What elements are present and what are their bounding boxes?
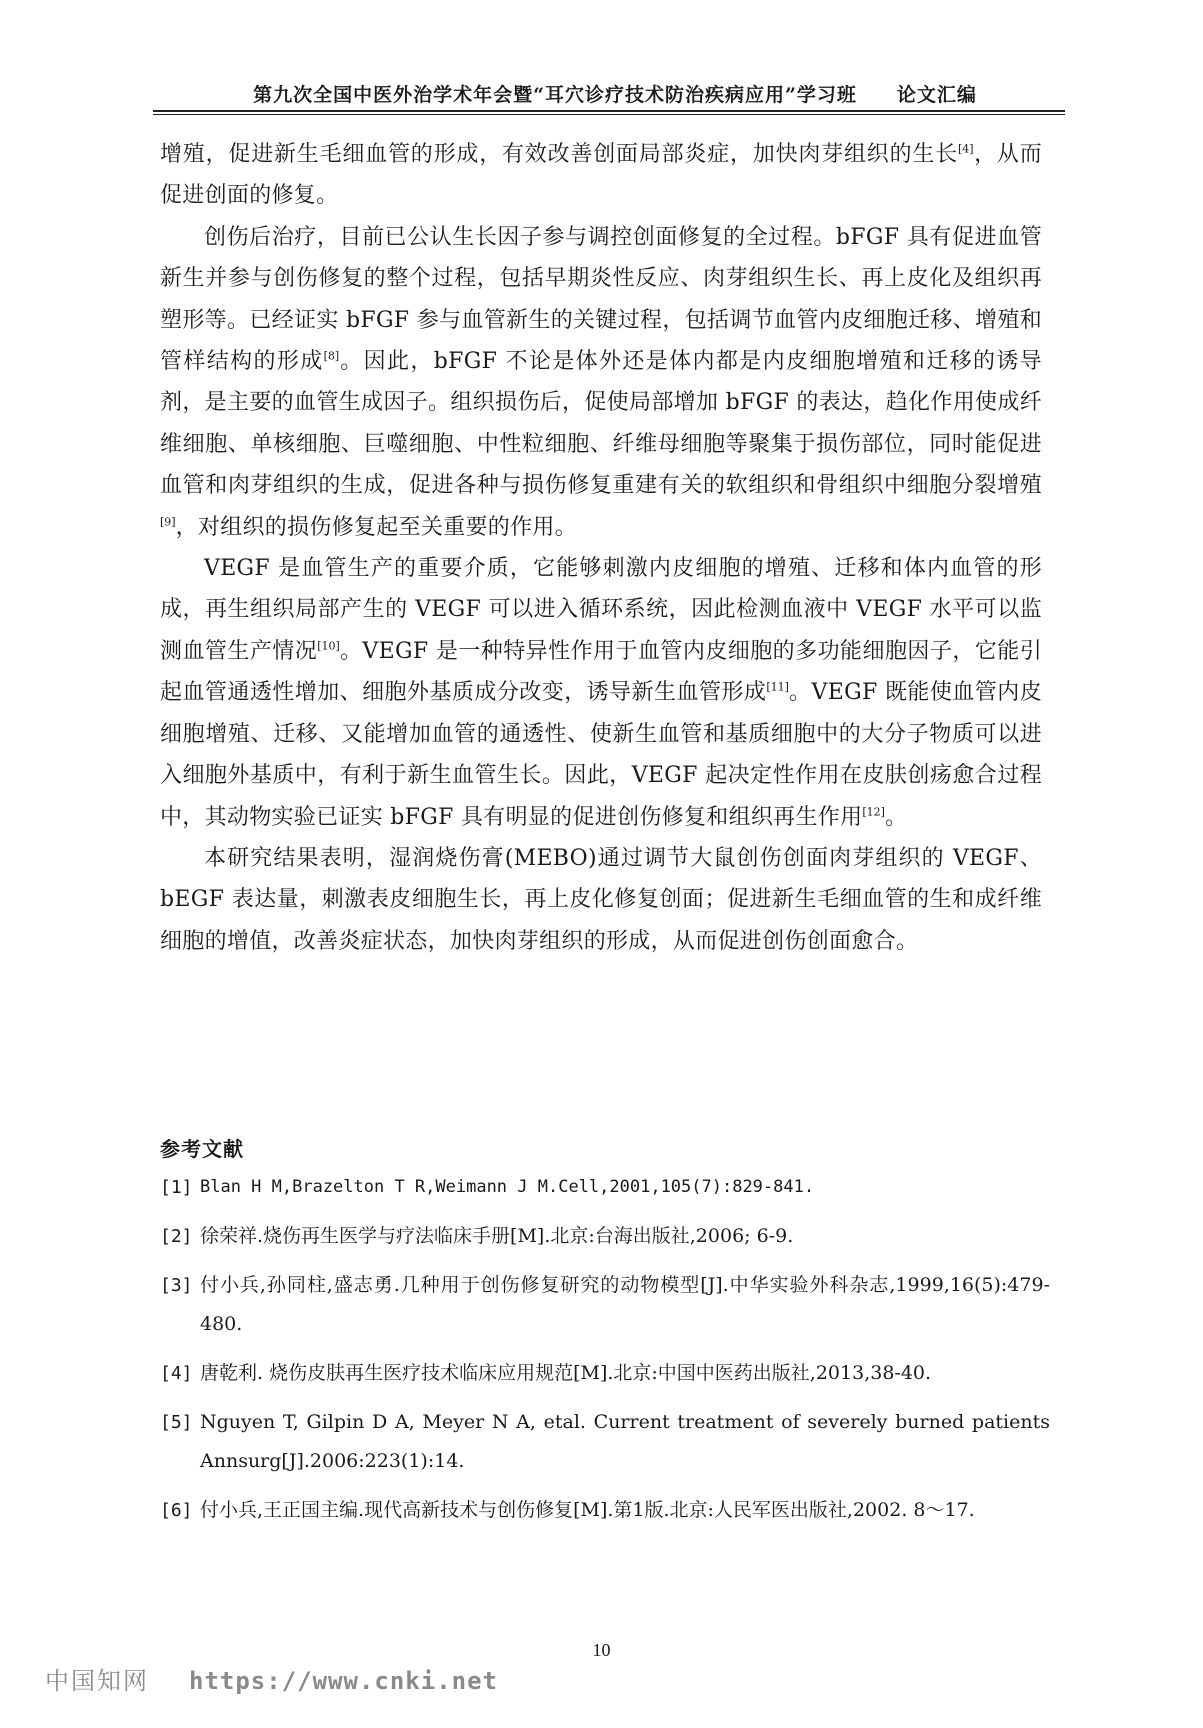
reference-text: 徐荣祥.烧伤再生医学与疗法临床手册[M].北京:台海出版社,2006; 6-9. xyxy=(200,1225,794,1247)
body-paragraph xyxy=(160,217,1042,548)
citation-marker: [4] xyxy=(958,142,974,156)
reference-text: 付小兵,孙同柱,盛志勇.几种用于创伤修复研究的动物模型[J].中华实验外科杂志,1999,16(5):479-480. xyxy=(200,1274,1050,1335)
body-paragraph xyxy=(160,548,1042,838)
paragraph-text: 增殖，促进新生毛细血管的形成，有效改善创面局部炎症，加快肉芽组织的生长 xyxy=(160,142,958,167)
reference-item xyxy=(160,1266,1050,1344)
citation-marker: [8] xyxy=(323,349,340,363)
reference-item xyxy=(160,1217,1050,1256)
reference-item xyxy=(160,1491,1050,1530)
reference-item xyxy=(160,1354,1050,1393)
reference-number: [4] xyxy=(160,1363,193,1384)
paragraph-text: 本研究结果表明，湿润烧伤膏(MEBO)通过调节大鼠创伤创面肉芽组织的 VEGF、bEGF 表达量，刺激表皮细胞生长，再上皮化修复创面；促进新生毛细血管的生和成纤维细胞的增值，改善炎症状态，加快肉芽组织的形成，从而促进创伤创面愈合。 xyxy=(160,845,1042,954)
header-collection: 论文汇编 xyxy=(896,84,977,106)
header-rule xyxy=(153,110,1065,115)
watermark-url: https://www.cnki.net xyxy=(189,1667,498,1695)
reference-number: [1] xyxy=(160,1177,193,1198)
reference-item xyxy=(160,1168,1050,1207)
running-header xyxy=(160,80,1070,107)
reference-number: [2] xyxy=(160,1226,193,1247)
reference-item xyxy=(160,1403,1050,1481)
citation-marker: [9] xyxy=(160,515,176,529)
citation-marker: [11] xyxy=(766,680,789,694)
reference-number: [5] xyxy=(160,1412,193,1433)
references-heading: 参考文献 xyxy=(160,1137,244,1161)
paragraph-text: 。VEGF 是一种特异性作用于血管内皮细胞的多功能细胞因子，它能引起血管通透性增加、细胞外基质成分改变，诱导新生血管形成 xyxy=(160,638,1042,706)
reference-text: Nguyen T, Gilpin D A, Meyer N A, etal. Current treatment of severely burned patients Annsurg[J].2006:223(1):14. xyxy=(200,1411,1050,1472)
reference-text: Blan H M,Brazelton T R,Weimann J M.Cell,2001,105(7):829-841. xyxy=(200,1177,815,1197)
reference-number: [6] xyxy=(160,1500,193,1521)
page-number: 10 xyxy=(592,1640,611,1660)
reference-text: 唐乾利. 烧伤皮肤再生医疗技术临床应用规范[M].北京:中国中医药出版社,2013,38-40. xyxy=(200,1362,932,1384)
paragraph-text: 。因此，bFGF 不论是体外还是体内都是内皮细胞增殖和迁移的诱导剂，是主要的血管生成因子。组织损伤后，促使局部增加 bFGF 的表达，趋化作用使成纤维细胞、单核细胞、巨噬细胞、中性粒细胞、纤维母细胞等聚集于损伤部位，同时能促进血管和肉芽组织的生成，促进各种与损伤修复重建有关的软组织和骨组织中细胞分裂增殖 xyxy=(160,349,1042,499)
paragraph-text: 。 xyxy=(884,804,908,830)
paragraph-text: 创伤后治疗，目前已公认生长因子参与调控创面修复的全过程。bFGF 具有促进血管新生并参与创伤修复的整个过程，包括早期炎性反应、肉芽组织生长、再上皮化及组织再塑形等。已经证实 bFGF 参与血管新生的关键过程，包括调节血管内皮细胞迁移、增殖和管样结构的形成 xyxy=(160,224,1042,375)
body-paragraph xyxy=(160,838,1042,962)
paragraph-text: 。VEGF 既能使血管内皮细胞增殖、迁移、又能增加血管的通透性、使新生血管和基质细胞中的大分子物质可以进入细胞外基质中，有利于新生血管生长。因此，VEGF 起决定性作用在皮肤创疡愈合过程中，其动物实验已证实 bFGF 具有明显的促进创伤修复和组织再生作用 xyxy=(160,680,1042,830)
paragraph-text: ，从而促进创面的修复。 xyxy=(160,142,1042,209)
paragraph-text: ，对组织的损伤修复起至关重要的作用。 xyxy=(175,514,577,540)
body-paragraph xyxy=(160,134,1042,217)
body-text xyxy=(160,134,1042,962)
header-title: 第九次全国中医外治学术年会暨“耳穴诊疗技术防治疾病应用”学习班 xyxy=(253,84,857,106)
watermark-site-name: 中国知网 xyxy=(45,1667,149,1695)
reference-number: [3] xyxy=(160,1275,193,1296)
cnki-watermark xyxy=(45,1661,498,1696)
references-list xyxy=(160,1168,1050,1540)
citation-marker: [10] xyxy=(317,639,340,653)
reference-text: 付小兵,王正国主编.现代高新技术与创伤修复[M].第1版.北京:人民军医出版社,2002. 8～17. xyxy=(200,1499,975,1521)
citation-marker: [12] xyxy=(862,805,885,819)
paragraph-text: VEGF 是血管生产的重要介质，它能够刺激内皮细胞的增殖、迁移和体内血管的形成，再生组织局部产生的 VEGF 可以进入循环系统，因此检测血液中 VEGF 水平可以监测血管生产情况 xyxy=(160,556,1042,664)
